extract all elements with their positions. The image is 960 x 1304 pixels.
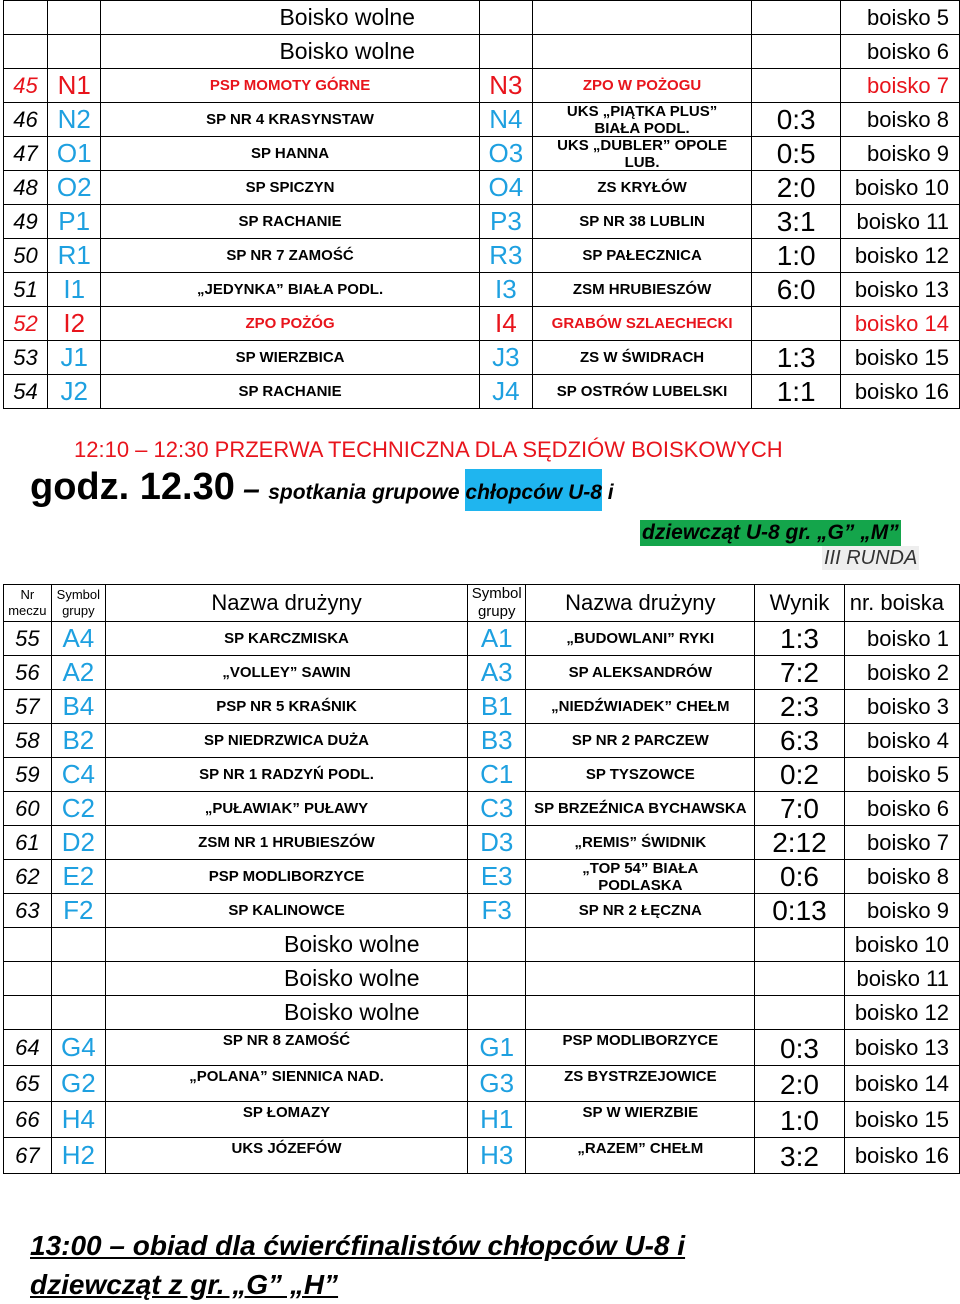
group-symbol-2: I3 xyxy=(479,273,533,307)
team-1: ZSM NR 1 HRUBIESZÓW xyxy=(106,826,468,860)
result: 1:1 xyxy=(751,375,840,409)
field-nr: boisko 15 xyxy=(844,1102,959,1138)
match-nr: 64 xyxy=(4,1030,52,1066)
table-row xyxy=(4,307,960,341)
team-2: SP BRZEŹNICA BYCHAWSKA xyxy=(526,792,755,826)
table-row xyxy=(4,137,960,171)
table-row xyxy=(4,341,960,375)
field-nr: boisko 12 xyxy=(844,996,959,1030)
match-nr: 46 xyxy=(4,103,48,137)
group-symbol-1: G2 xyxy=(51,1066,105,1102)
table-row xyxy=(4,894,960,928)
group-symbol-1: A4 xyxy=(51,622,105,656)
team-2-text: UKS „DUBLER” OPOLE LUB. xyxy=(557,137,728,170)
group-symbol-2: I4 xyxy=(479,307,533,341)
match-nr: 52 xyxy=(4,307,48,341)
group-symbol-2: O4 xyxy=(479,171,533,205)
group-symbol-2: A3 xyxy=(468,656,526,690)
result xyxy=(751,69,840,103)
result: 2:3 xyxy=(755,690,845,724)
table-row xyxy=(4,103,960,137)
group-symbol-1: O2 xyxy=(47,171,101,205)
team-1: SP NR 7 ZAMOŚĆ xyxy=(101,239,479,273)
group-symbol-2: G3 xyxy=(468,1066,526,1102)
team-1: SP WIERZBICA xyxy=(101,341,479,375)
field-nr: boisko 7 xyxy=(841,69,960,103)
result: 1:0 xyxy=(751,239,840,273)
field-nr: boisko 1 xyxy=(844,622,959,656)
group-symbol-1: H2 xyxy=(51,1138,105,1174)
group-symbol-1: I2 xyxy=(47,307,101,341)
team-2: ZS KRYŁÓW xyxy=(533,171,752,205)
team-2: „BUDOWLANI” RYKI xyxy=(526,622,755,656)
team-2 xyxy=(526,928,755,962)
match-nr: 61 xyxy=(4,826,52,860)
result: 0:3 xyxy=(751,103,840,137)
field-nr: boisko 14 xyxy=(841,307,960,341)
field-nr: boisko 11 xyxy=(844,962,959,996)
table-header xyxy=(4,585,960,622)
team-2: ZPO W POŻOGU xyxy=(533,69,752,103)
match-nr: 56 xyxy=(4,656,52,690)
table-row xyxy=(4,622,960,656)
team-2: SP OSTRÓW LUBELSKI xyxy=(533,375,752,409)
field-nr: boisko 5 xyxy=(844,758,959,792)
group-symbol-1: F2 xyxy=(51,894,105,928)
table-row xyxy=(4,690,960,724)
group-symbol-2 xyxy=(479,35,533,69)
table-row xyxy=(4,1030,960,1066)
group-symbol-1: O1 xyxy=(47,137,101,171)
group-symbol-1: R1 xyxy=(47,239,101,273)
team-2: „NIEDŹWIADEK” CHEŁM xyxy=(526,690,755,724)
group-symbol-2: A1 xyxy=(468,622,526,656)
team-2 xyxy=(526,860,755,894)
group-symbol-2: J3 xyxy=(479,341,533,375)
team-1: SP RACHANIE xyxy=(101,205,479,239)
free-field-label: Boisko wolne xyxy=(106,962,468,996)
result xyxy=(751,35,840,69)
match-nr xyxy=(4,996,52,1030)
table-row xyxy=(4,205,960,239)
team-2: SP NR 2 PARCZEW xyxy=(526,724,755,758)
result: 6:0 xyxy=(751,273,840,307)
field-nr: boisko 13 xyxy=(841,273,960,307)
group-symbol-2: D3 xyxy=(468,826,526,860)
table-row xyxy=(4,928,960,962)
team-2: ZS W ŚWIDRACH xyxy=(533,341,752,375)
group-symbol-2 xyxy=(468,962,526,996)
table-row xyxy=(4,1138,960,1174)
team-1: SP NR 8 ZAMOŚĆ xyxy=(106,1030,468,1066)
table-row xyxy=(4,724,960,758)
field-nr: boisko 16 xyxy=(844,1138,959,1174)
group-symbol-2: B1 xyxy=(468,690,526,724)
team-1: SP KALINOWCE xyxy=(106,894,468,928)
field-nr: boisko 8 xyxy=(841,103,960,137)
group-symbol-1 xyxy=(47,35,101,69)
match-nr: 49 xyxy=(4,205,48,239)
result: 2:12 xyxy=(755,826,845,860)
group-symbol-1: N1 xyxy=(47,69,101,103)
team-1: SP KARCZMISKA xyxy=(106,622,468,656)
team-2: „REMIS” ŚWIDNIK xyxy=(526,826,755,860)
group-symbol-1: A2 xyxy=(51,656,105,690)
match-nr: 50 xyxy=(4,239,48,273)
team-1: PSP MOMOTY GÓRNE xyxy=(101,69,479,103)
header-result: Wynik xyxy=(755,585,845,622)
field-nr: boisko 15 xyxy=(841,341,960,375)
field-nr: boisko 10 xyxy=(841,171,960,205)
table-row xyxy=(4,1066,960,1102)
group-symbol-1: H4 xyxy=(51,1102,105,1138)
group-symbol-1: C2 xyxy=(51,792,105,826)
field-nr: boisko 11 xyxy=(841,205,960,239)
result: 7:2 xyxy=(755,656,845,690)
table-row xyxy=(4,35,960,69)
team-2: PSP MODLIBORZYCE xyxy=(526,1030,755,1066)
team-1: SP NR 4 KRASYNSTAW xyxy=(101,103,479,137)
field-nr: boisko 5 xyxy=(841,1,960,35)
match-nr: 62 xyxy=(4,860,52,894)
table-row xyxy=(4,239,960,273)
group-symbol-1 xyxy=(51,962,105,996)
table-row xyxy=(4,273,960,307)
group-symbol-2: O3 xyxy=(479,137,533,171)
result: 6:3 xyxy=(755,724,845,758)
match-nr: 55 xyxy=(4,622,52,656)
result: 0:2 xyxy=(755,758,845,792)
group-symbol-1: P1 xyxy=(47,205,101,239)
match-nr: 48 xyxy=(4,171,48,205)
field-nr: boisko 4 xyxy=(844,724,959,758)
field-nr: boisko 10 xyxy=(844,928,959,962)
group-symbol-2 xyxy=(468,928,526,962)
result xyxy=(755,962,845,996)
team-2 xyxy=(526,996,755,1030)
field-nr: boisko 16 xyxy=(841,375,960,409)
match-nr: 53 xyxy=(4,341,48,375)
match-nr: 45 xyxy=(4,69,48,103)
team-1: SP HANNA xyxy=(101,137,479,171)
group-symbol-2: N4 xyxy=(479,103,533,137)
table-row xyxy=(4,860,960,894)
table-row xyxy=(4,1,960,35)
group-symbol-1: B2 xyxy=(51,724,105,758)
team-2: „RAZEM” CHEŁM xyxy=(526,1138,755,1174)
group-symbol-2: B3 xyxy=(468,724,526,758)
table-row xyxy=(4,656,960,690)
field-nr: boisko 3 xyxy=(844,690,959,724)
group-symbol-1: B4 xyxy=(51,690,105,724)
table-row xyxy=(4,996,960,1030)
header-team-name-2: Nazwa drużyny xyxy=(526,585,755,622)
result: 0:5 xyxy=(751,137,840,171)
group-symbol-1 xyxy=(51,996,105,1030)
field-nr: boisko 13 xyxy=(844,1030,959,1066)
team-2: SP PAŁECZNICA xyxy=(533,239,752,273)
team-2 xyxy=(533,137,752,171)
field-nr: boisko 14 xyxy=(844,1066,959,1102)
header-match-nr: Nr meczu xyxy=(4,585,52,622)
team-2: GRABÓW SZLAECHECKI xyxy=(533,307,752,341)
team-1: SP ŁOMAZY xyxy=(106,1102,468,1138)
group-symbol-2: H1 xyxy=(468,1102,526,1138)
match-nr: 51 xyxy=(4,273,48,307)
field-nr: boisko 6 xyxy=(844,792,959,826)
girls-highlight: dziewcząt U-8 gr. „G” „M” xyxy=(642,521,899,544)
result: 0:3 xyxy=(755,1030,845,1066)
group-symbol-2: E3 xyxy=(468,860,526,894)
team-1: PSP MODLIBORZYCE xyxy=(106,860,468,894)
result: 0:13 xyxy=(755,894,845,928)
field-nr: boisko 9 xyxy=(841,137,960,171)
match-nr: 60 xyxy=(4,792,52,826)
field-nr: boisko 6 xyxy=(841,35,960,69)
match-nr: 59 xyxy=(4,758,52,792)
group-symbol-2: G1 xyxy=(468,1030,526,1066)
schedule-table-part-1 xyxy=(3,0,960,409)
field-nr: boisko 12 xyxy=(841,239,960,273)
result: 2:0 xyxy=(755,1066,845,1102)
start-time: godz. 12.30 xyxy=(30,466,235,508)
group-symbol-1: G4 xyxy=(51,1030,105,1066)
schedule-table-part-2 xyxy=(3,584,960,1174)
table-row xyxy=(4,962,960,996)
group-symbol-1: J1 xyxy=(47,341,101,375)
table-row xyxy=(4,826,960,860)
team-2 xyxy=(526,962,755,996)
group-symbol-1 xyxy=(51,928,105,962)
free-field-label: Boisko wolne xyxy=(101,1,479,35)
match-nr xyxy=(4,962,52,996)
match-nr: 57 xyxy=(4,690,52,724)
field-nr: boisko 9 xyxy=(844,894,959,928)
team-1: SP NR 1 RADZYŃ PODL. xyxy=(106,758,468,792)
round-label: III RUNDA xyxy=(824,547,918,569)
result: 3:2 xyxy=(755,1138,845,1174)
team-2: SP NR 38 LUBLIN xyxy=(533,205,752,239)
group-symbol-1: C4 xyxy=(51,758,105,792)
match-nr: 47 xyxy=(4,137,48,171)
match-nr xyxy=(4,1,48,35)
team-2: SP NR 2 ŁĘCZNA xyxy=(526,894,755,928)
match-nr xyxy=(4,35,48,69)
result xyxy=(751,1,840,35)
header-field-nr: nr. boiska xyxy=(844,585,959,622)
team-1: SP RACHANIE xyxy=(101,375,479,409)
group-symbol-1: N2 xyxy=(47,103,101,137)
team-2: ZSM HRUBIESZÓW xyxy=(533,273,752,307)
result xyxy=(755,996,845,1030)
result: 1:0 xyxy=(755,1102,845,1138)
team-2: ZS BYSTRZEJOWICE xyxy=(526,1066,755,1102)
dash: – xyxy=(234,473,269,506)
team-1: „JEDYNKA” BIAŁA PODL. xyxy=(101,273,479,307)
table-row xyxy=(4,758,960,792)
result xyxy=(755,928,845,962)
header-group-symbol-1: Symbol grupy xyxy=(51,585,105,622)
match-nr: 67 xyxy=(4,1138,52,1174)
team-1: „POLANA” SIENNICA NAD. xyxy=(106,1066,468,1102)
result: 7:0 xyxy=(755,792,845,826)
match-nr xyxy=(4,928,52,962)
table-row xyxy=(4,792,960,826)
team-2-text: UKS „PIĄTKA PLUS” BIAŁA PODL. xyxy=(566,103,718,136)
lunch-notice-line-1: 13:00 – obiad dla ćwierćfinalistów chłopców U-8 i xyxy=(30,1230,686,1261)
group-symbol-2: R3 xyxy=(479,239,533,273)
result: 2:0 xyxy=(751,171,840,205)
field-nr: boisko 7 xyxy=(844,826,959,860)
result: 0:6 xyxy=(755,860,845,894)
lunch-notice-line-2: dziewcząt z gr. „G” „H” xyxy=(30,1269,339,1300)
header-group-symbol-2: Symbol grupy xyxy=(468,585,526,622)
spot-and: i xyxy=(601,481,614,504)
field-nr: boisko 2 xyxy=(844,656,959,690)
group-symbol-2 xyxy=(468,996,526,1030)
table-row xyxy=(4,69,960,103)
team-2: SP ALEKSANDRÓW xyxy=(526,656,755,690)
group-symbol-2: H3 xyxy=(468,1138,526,1174)
spot-text: spotkania grupowe xyxy=(268,481,466,504)
group-symbol-2: J4 xyxy=(479,375,533,409)
field-nr: boisko 8 xyxy=(844,860,959,894)
team-1: ZPO POŻÓG xyxy=(101,307,479,341)
team-1: SP NIEDRZWICA DUŻA xyxy=(106,724,468,758)
group-symbol-1: J2 xyxy=(47,375,101,409)
team-1: SP SPICZYN xyxy=(101,171,479,205)
table-row xyxy=(4,375,960,409)
header-team-name-1: Nazwa drużyny xyxy=(106,585,468,622)
match-nr: 65 xyxy=(4,1066,52,1102)
match-nr: 54 xyxy=(4,375,48,409)
group-symbol-1: E2 xyxy=(51,860,105,894)
group-symbol-2: N3 xyxy=(479,69,533,103)
group-symbol-1 xyxy=(47,1,101,35)
team-2 xyxy=(533,35,752,69)
group-symbol-2: P3 xyxy=(479,205,533,239)
group-symbol-2 xyxy=(479,1,533,35)
table-row xyxy=(4,1102,960,1138)
team-1: „VOLLEY” SAWIN xyxy=(106,656,468,690)
result: 1:3 xyxy=(751,341,840,375)
match-nr: 63 xyxy=(4,894,52,928)
result xyxy=(751,307,840,341)
group-symbol-1: I1 xyxy=(47,273,101,307)
team-1: UKS JÓZEFÓW xyxy=(106,1138,468,1174)
group-symbol-2: C3 xyxy=(468,792,526,826)
free-field-label: Boisko wolne xyxy=(106,928,468,962)
team-2 xyxy=(533,103,752,137)
match-nr: 66 xyxy=(4,1102,52,1138)
round-heading xyxy=(30,466,614,516)
result: 1:3 xyxy=(755,622,845,656)
result: 3:1 xyxy=(751,205,840,239)
boys-highlight: chłopców U-8 xyxy=(465,469,602,511)
group-symbol-1: D2 xyxy=(51,826,105,860)
match-nr: 58 xyxy=(4,724,52,758)
technical-break-notice: 12:10 – 12:30 PRZERWA TECHNICZNA DLA SĘDZIÓW BOISKOWYCH xyxy=(74,437,783,462)
free-field-label: Boisko wolne xyxy=(101,35,479,69)
table-row xyxy=(4,171,960,205)
team-2: SP W WIERZBIE xyxy=(526,1102,755,1138)
team-2: SP TYSZOWCE xyxy=(526,758,755,792)
team-2-text: „TOP 54” BIAŁA PODLASKA xyxy=(582,860,699,893)
free-field-label: Boisko wolne xyxy=(106,996,468,1030)
team-1: PSP NR 5 KRAŚNIK xyxy=(106,690,468,724)
group-symbol-2: C1 xyxy=(468,758,526,792)
group-symbol-2: F3 xyxy=(468,894,526,928)
team-1: „PUŁAWIAK” PUŁAWY xyxy=(106,792,468,826)
team-2 xyxy=(533,1,752,35)
